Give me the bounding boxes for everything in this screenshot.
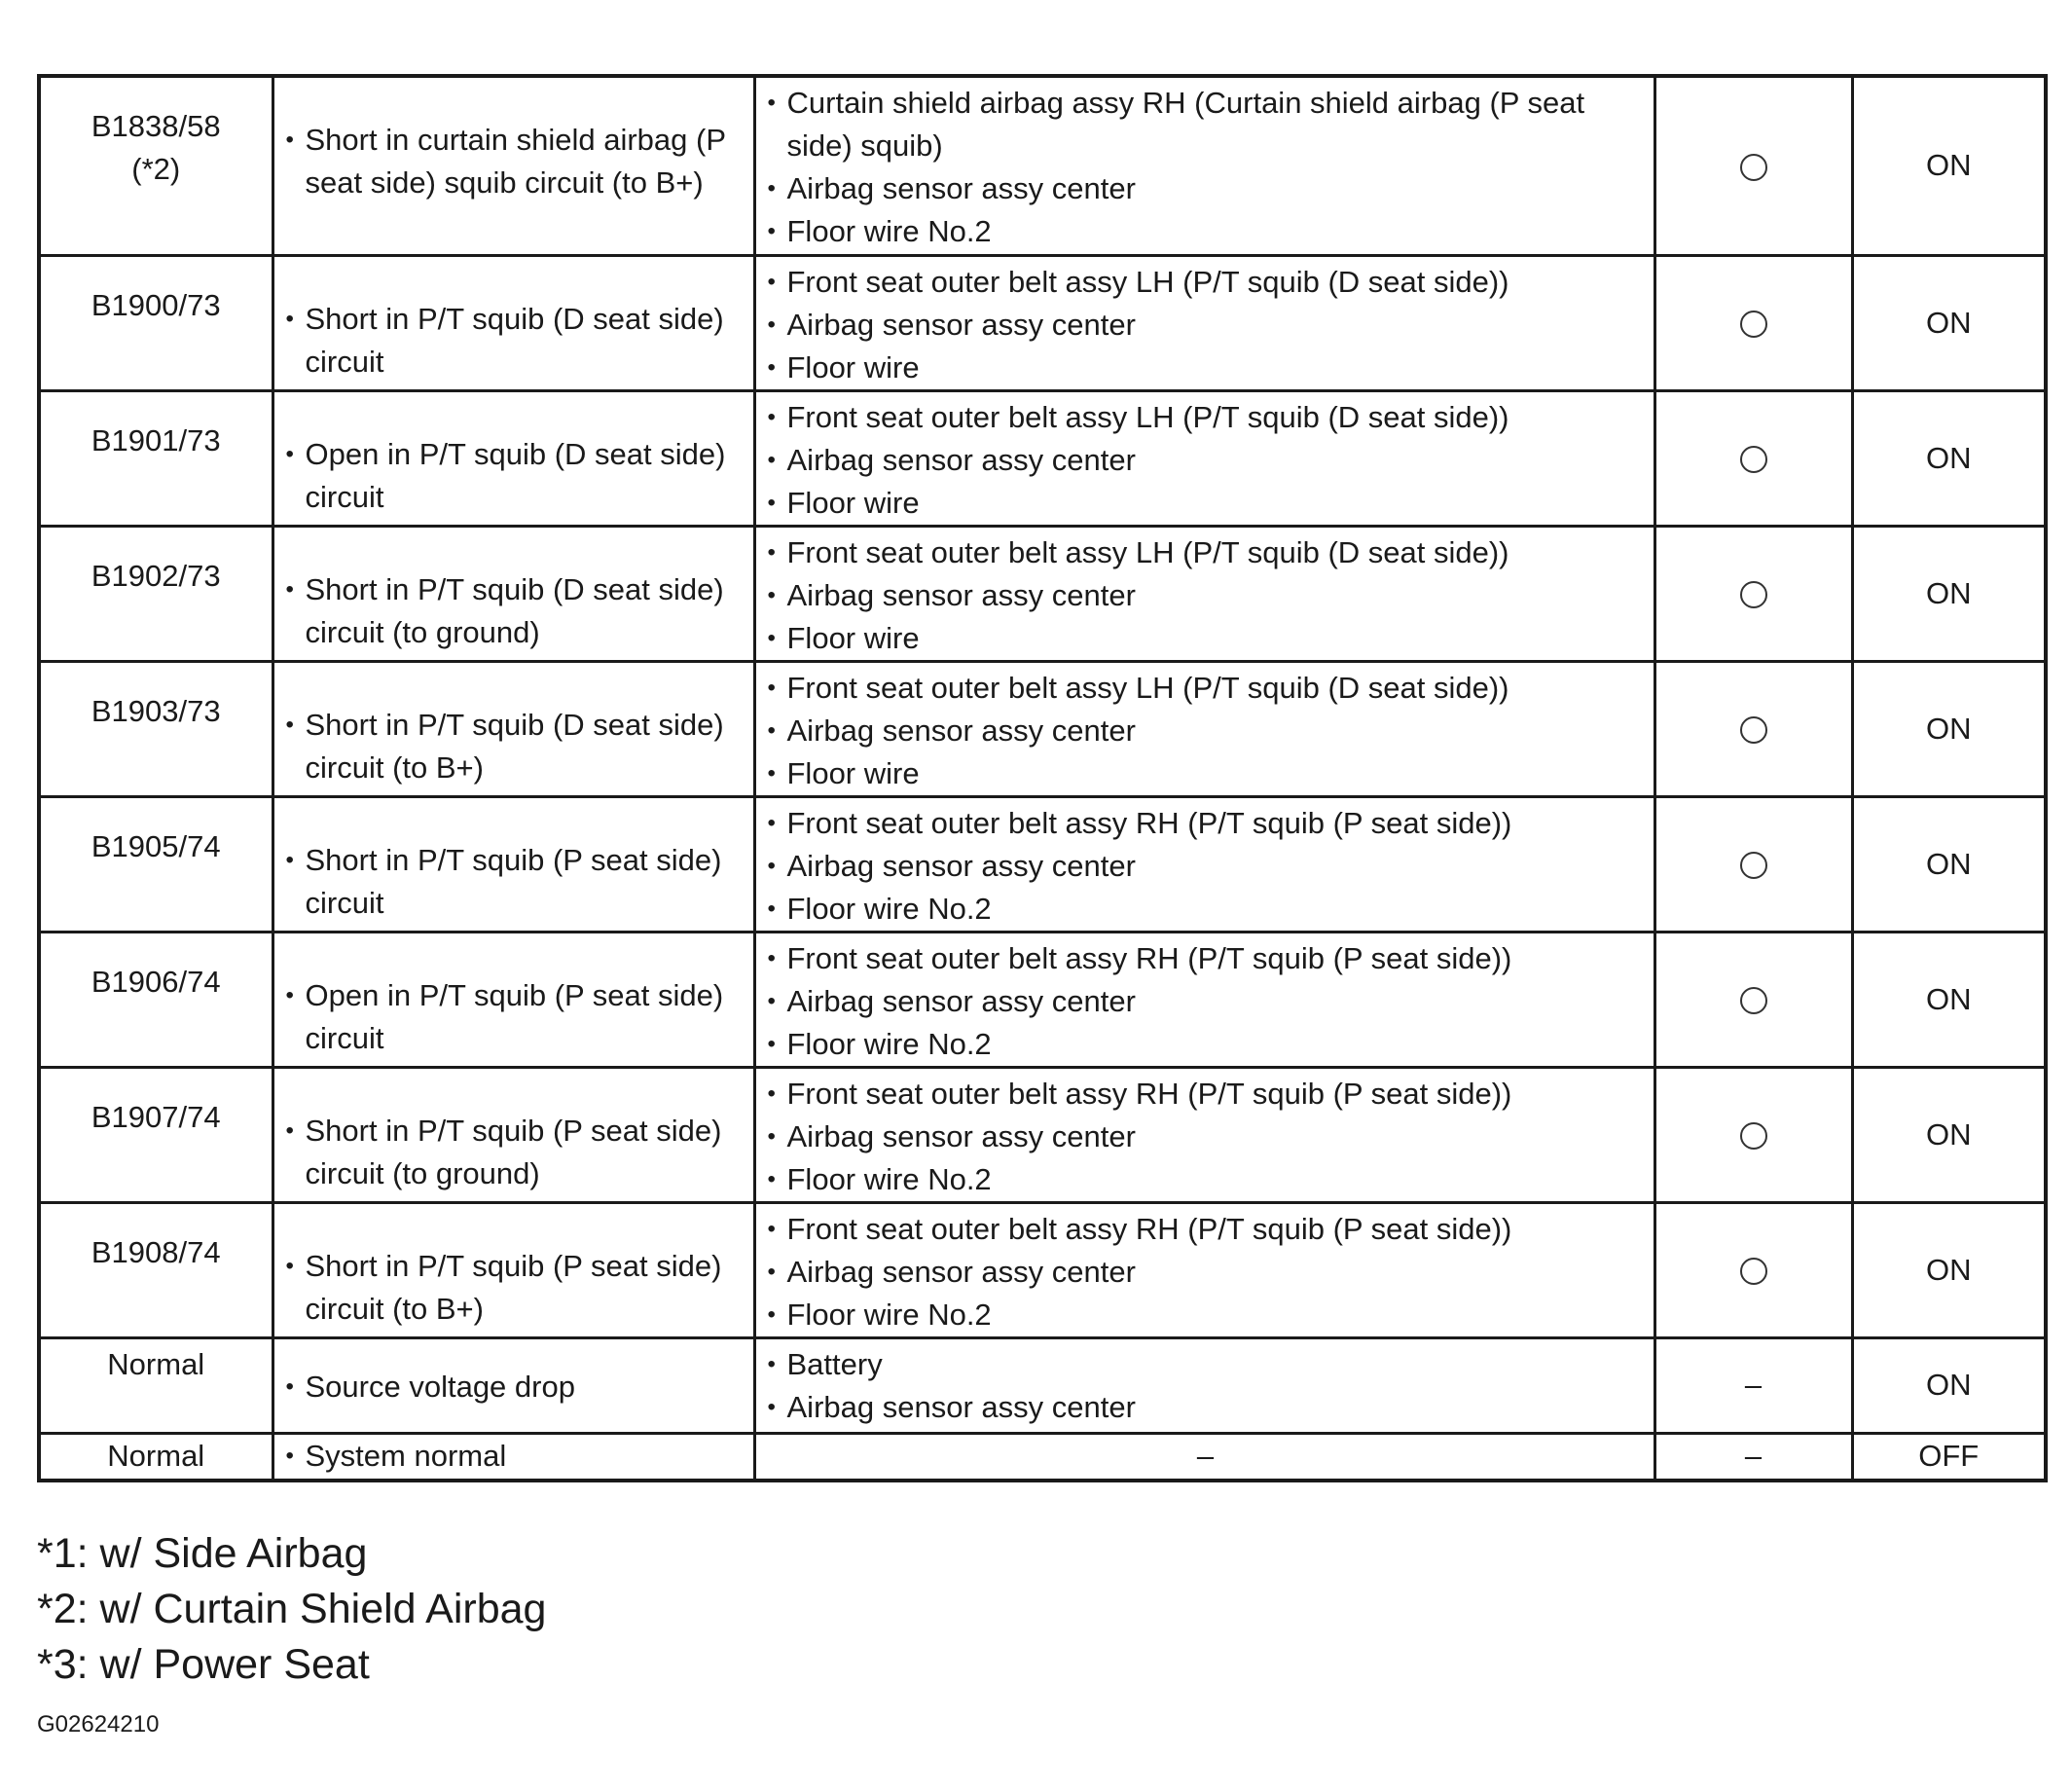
- dtc-code: B1907/74: [91, 1099, 221, 1134]
- footnote: *1: w/ Side Airbag: [37, 1530, 368, 1577]
- warning-light-cell: [1852, 661, 2046, 796]
- detection-item-cell: [273, 932, 754, 1067]
- detection-item-cell: [273, 1337, 754, 1433]
- trouble-area-item: • Front seat outer belt assy RH (P/T squib (P seat side)): [768, 1073, 1644, 1115]
- memory-cell: [1654, 1202, 1852, 1337]
- memory-cell: [1654, 1067, 1852, 1202]
- warning-light-cell: [1852, 796, 2046, 932]
- dtc-table: [37, 74, 2048, 1482]
- trouble-area-item: • Floor wire: [768, 752, 1644, 795]
- warning-light-status: OFF: [1918, 1439, 1980, 1474]
- dash: –: [1196, 1438, 1215, 1473]
- trouble-area-item: • Airbag sensor assy center: [768, 304, 1644, 347]
- dtc-code-cell: [39, 390, 273, 526]
- figure-id: G02624210: [37, 1711, 160, 1737]
- detection-item-cell: [273, 661, 754, 796]
- trouble-area-item: • Airbag sensor assy center: [768, 167, 1644, 210]
- memory-cell: [1654, 661, 1852, 796]
- memory-cell: [1654, 1433, 1852, 1481]
- trouble-area-item: • Airbag sensor assy center: [768, 980, 1644, 1023]
- dtc-code-cell: [39, 661, 273, 796]
- circle-icon: [1740, 1122, 1767, 1150]
- trouble-area-item: • Front seat outer belt assy RH (P/T squib (P seat side)): [768, 1208, 1644, 1251]
- dtc-code: B1838/58: [91, 109, 221, 143]
- trouble-area-cell: [754, 1433, 1654, 1481]
- detection-item-cell: [273, 796, 754, 932]
- trouble-area-item: • Floor wire No.2: [768, 1023, 1644, 1066]
- detection-item-cell: [273, 1202, 754, 1337]
- trouble-area-item: • Airbag sensor assy center: [768, 439, 1644, 482]
- detection-item: • Short in P/T squib (P seat side) circuit (to ground): [286, 1110, 744, 1195]
- table-row: [39, 796, 2046, 932]
- trouble-area-item: • Airbag sensor assy center: [768, 574, 1644, 617]
- detection-item-cell: [273, 390, 754, 526]
- table-row: [39, 526, 2046, 661]
- warning-light-status: ON: [1926, 1116, 1972, 1152]
- dtc-code-cell: [39, 1067, 273, 1202]
- trouble-area-cell: [754, 661, 1654, 796]
- trouble-area-cell: [754, 1067, 1654, 1202]
- detection-item: • Short in P/T squib (D seat side) circuit (to B+): [286, 704, 744, 789]
- warning-light-status: ON: [1926, 148, 1972, 183]
- trouble-area-cell: [754, 932, 1654, 1067]
- detection-item: • Short in P/T squib (D seat side) circuit (to ground): [286, 568, 744, 654]
- footnotes: [37, 1526, 546, 1693]
- detection-item: • System normal: [286, 1435, 744, 1478]
- dtc-code-cell: [39, 76, 273, 255]
- warning-light-cell: [1852, 1433, 2046, 1481]
- trouble-area-item: • Floor wire: [768, 482, 1644, 525]
- warning-light-cell: [1852, 1067, 2046, 1202]
- warning-light-status: ON: [1926, 711, 1972, 746]
- trouble-area-item: • Floor wire No.2: [768, 1294, 1644, 1336]
- memory-cell: [1654, 390, 1852, 526]
- trouble-area-item: • Airbag sensor assy center: [768, 1251, 1644, 1294]
- dtc-code-cell: [39, 526, 273, 661]
- footnote: *3: w/ Power Seat: [37, 1641, 370, 1688]
- dtc-code: B1903/73: [91, 693, 221, 728]
- detection-item: • Short in P/T squib (D seat side) circuit: [286, 298, 744, 384]
- detection-item-cell: [273, 1433, 754, 1481]
- detection-item-cell: [273, 255, 754, 390]
- footnote: *2: w/ Curtain Shield Airbag: [37, 1586, 547, 1632]
- memory-cell: [1654, 932, 1852, 1067]
- warning-light-status: ON: [1926, 981, 1972, 1016]
- table-row: [39, 1433, 2046, 1481]
- trouble-area-cell: [754, 796, 1654, 932]
- dtc-code: B1902/73: [91, 558, 221, 593]
- trouble-area-item: • Battery: [768, 1343, 1644, 1386]
- dtc-code-cell: [39, 1202, 273, 1337]
- warning-light-status: ON: [1926, 846, 1972, 881]
- warning-light-cell: [1852, 255, 2046, 390]
- warning-light-cell: [1852, 526, 2046, 661]
- table-row: [39, 390, 2046, 526]
- circle-icon: [1740, 446, 1767, 473]
- trouble-area-cell: [754, 76, 1654, 255]
- warning-light-status: ON: [1926, 440, 1972, 475]
- table-row: [39, 661, 2046, 796]
- warning-light-cell: [1852, 76, 2046, 255]
- detection-item: • Short in P/T squib (P seat side) circuit (to B+): [286, 1245, 744, 1331]
- trouble-area-cell: [754, 526, 1654, 661]
- dtc-code-cell: [39, 796, 273, 932]
- detection-item: • Short in curtain shield airbag (P seat side) squib circuit (to B+): [286, 119, 744, 204]
- circle-icon: [1740, 987, 1767, 1014]
- dtc-code-cell: [39, 255, 273, 390]
- table-row: [39, 932, 2046, 1067]
- trouble-area-item: • Airbag sensor assy center: [768, 1115, 1644, 1158]
- dtc-code: (*2): [131, 152, 181, 186]
- dtc-code: Normal: [107, 1346, 205, 1381]
- circle-icon: [1740, 581, 1767, 608]
- circle-icon: [1740, 154, 1767, 181]
- trouble-area-item: • Floor wire No.2: [768, 888, 1644, 931]
- trouble-area-item: • Airbag sensor assy center: [768, 1386, 1644, 1429]
- dtc-code-cell: [39, 1433, 273, 1481]
- detection-item-cell: [273, 1067, 754, 1202]
- trouble-area-item: • Front seat outer belt assy LH (P/T squib (D seat side)): [768, 667, 1644, 710]
- trouble-area-item: • Floor wire: [768, 347, 1644, 389]
- warning-light-cell: [1852, 390, 2046, 526]
- trouble-area-item: • Floor wire: [768, 617, 1644, 660]
- table-row: [39, 1337, 2046, 1433]
- detection-item: • Open in P/T squib (D seat side) circuit: [286, 433, 744, 519]
- detection-item-cell: [273, 76, 754, 255]
- table-row: [39, 1067, 2046, 1202]
- table-row: [39, 255, 2046, 390]
- dtc-code: Normal: [107, 1438, 205, 1473]
- trouble-area-cell: [754, 1202, 1654, 1337]
- warning-light-cell: [1852, 932, 2046, 1067]
- trouble-area-item: • Floor wire No.2: [768, 210, 1644, 253]
- warning-light-cell: [1852, 1202, 2046, 1337]
- memory-cell: [1654, 1337, 1852, 1433]
- table-body: [39, 76, 2046, 1481]
- warning-light-status: ON: [1926, 575, 1972, 610]
- trouble-area-cell: [754, 390, 1654, 526]
- trouble-area-item: • Curtain shield airbag assy RH (Curtain shield airbag (P seat side) squib): [768, 82, 1644, 167]
- trouble-area-item: • Airbag sensor assy center: [768, 845, 1644, 888]
- dtc-code: B1908/74: [91, 1234, 221, 1269]
- memory-cell: [1654, 526, 1852, 661]
- dash: –: [1744, 1439, 1763, 1474]
- warning-light-status: ON: [1926, 305, 1972, 340]
- memory-cell: [1654, 76, 1852, 255]
- trouble-area-item: • Front seat outer belt assy LH (P/T squib (D seat side)): [768, 261, 1644, 304]
- detection-item: • Short in P/T squib (P seat side) circuit: [286, 839, 744, 925]
- trouble-area-item: • Front seat outer belt assy RH (P/T squib (P seat side)): [768, 802, 1644, 845]
- table-row: [39, 76, 2046, 255]
- dtc-code-cell: [39, 1337, 273, 1433]
- dtc-code: B1901/73: [91, 422, 221, 457]
- dtc-code-cell: [39, 932, 273, 1067]
- memory-cell: [1654, 796, 1852, 932]
- trouble-area-item: • Floor wire No.2: [768, 1158, 1644, 1201]
- detection-item: • Source voltage drop: [286, 1366, 744, 1408]
- trouble-area-item: • Airbag sensor assy center: [768, 710, 1644, 752]
- trouble-area-item: • Front seat outer belt assy RH (P/T squib (P seat side)): [768, 937, 1644, 980]
- trouble-area-cell: [754, 1337, 1654, 1433]
- dash: –: [1744, 1368, 1763, 1402]
- trouble-area-item: • Front seat outer belt assy LH (P/T squib (D seat side)): [768, 531, 1644, 574]
- warning-light-cell: [1852, 1337, 2046, 1433]
- dtc-code: B1900/73: [91, 287, 221, 322]
- circle-icon: [1740, 311, 1767, 338]
- detection-item: • Open in P/T squib (P seat side) circuit: [286, 974, 744, 1060]
- dtc-code: B1905/74: [91, 828, 221, 863]
- table-row: [39, 1202, 2046, 1337]
- trouble-area-cell: [754, 255, 1654, 390]
- warning-light-status: ON: [1926, 1252, 1972, 1287]
- circle-icon: [1740, 1258, 1767, 1285]
- dtc-code: B1906/74: [91, 964, 221, 999]
- trouble-area-item: • Front seat outer belt assy LH (P/T squib (D seat side)): [768, 396, 1644, 439]
- detection-item-cell: [273, 526, 754, 661]
- circle-icon: [1740, 852, 1767, 879]
- memory-cell: [1654, 255, 1852, 390]
- circle-icon: [1740, 716, 1767, 744]
- warning-light-status: ON: [1926, 1368, 1972, 1402]
